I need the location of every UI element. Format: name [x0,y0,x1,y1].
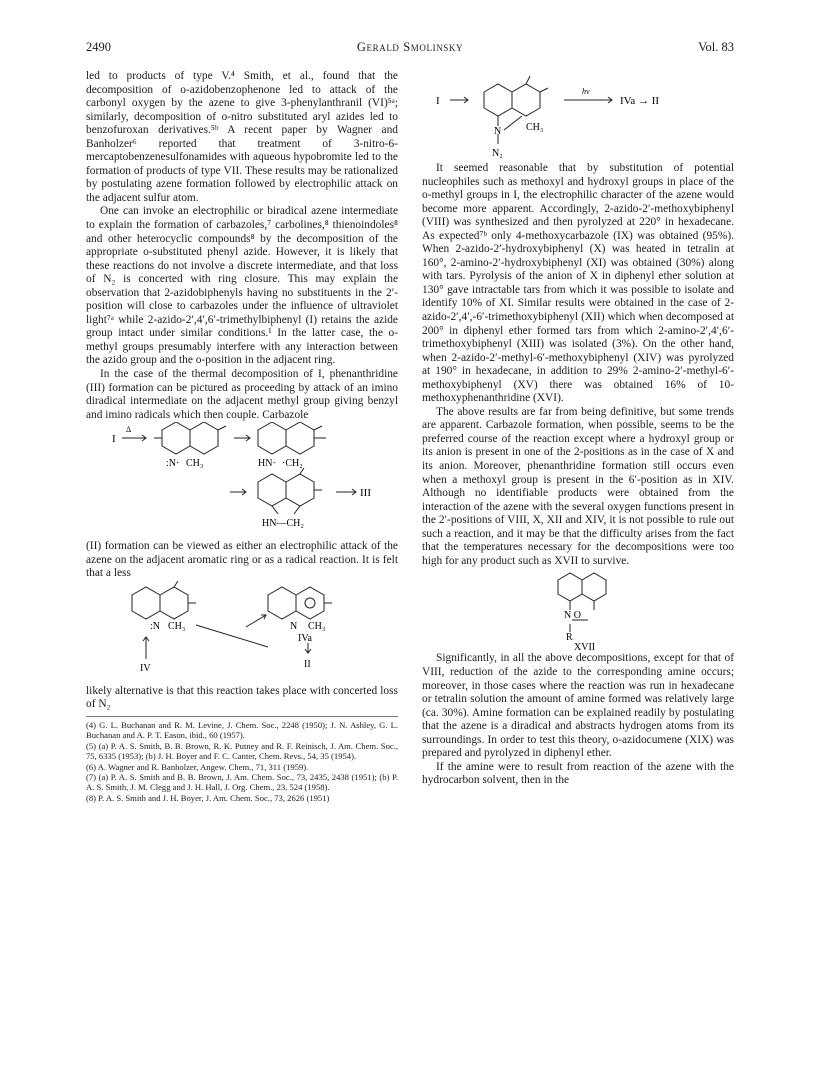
ring [258,422,286,454]
scheme-1-benzyl-label: ·CH₂ [282,458,303,470]
left-paragraph-4: (II) formation can be viewed as either an electrophilic attack of the azene on the adjacent aromatic ring or as a radical reaction. It is felt that a less [86,540,398,580]
right-paragraph-2: The above results are far from being definitive, but some trends are apparent. Carbazole formation, when possible, seems to be the preferred course of the reaction except where a hydroxyl group or its anion is present in one of the 2-positions as in the case of X and its anion. Moreover, phenanthridine formation still occurs even when a methoxyl group is present in the 6′-position as in XIV. Although no identifiable products were obtained from the interaction of the azene with the several oxygen functions present in the 2′-positions of VIII, X, XII and XIV, it is not possible to rule out such a reaction, and it may be that the difficulty arises from the fact that the temperatures necessary for the decompositions were too high for any product such as XVII to survive. [422,405,734,567]
scheme-1-heat-label: Δ [126,425,132,435]
scheme-2-figure [86,581,398,685]
scheme-4-figure [422,568,734,652]
left-paragraph-5: likely alternative is that this reaction takes place with concerted loss of N₂ [86,684,398,711]
scheme-3-n-label: N [494,126,502,137]
scheme-4-xvii-label: XVII [574,642,596,653]
left-paragraph-2: One can invoke an electrophilic or biradical azene intermediate to explain the formation of carbazoles,⁷ carbolines,⁸ thienoindoles⁸ and other heterocyclic compounds⁸ by the decomposition of the appropriate o-substituted phenyl azide. However, it is likely that these reactions do not involve a discrete intermediate, and that loss of N₂ is concerted with ring closure. This may explain the observation that 2-azidobiphenyls having no substituents in the 2′-position will close to carbazoles under the influence of ultraviolet light⁷ᵃ while 2-azido-2′,4′,6′-trimethylbiphenyl (I) retains the azide group intact under similar conditions.¹ In the latter case, the o-methyl groups presumably interfere with any interaction between the azido group and the o-position in the adjacent ring. [86,205,398,367]
scheme-1-drawing [86,422,398,540]
ring [258,474,286,506]
scheme-3-figure [422,70,734,162]
scheme-1-ring-label: HN—CH₂ [262,518,304,530]
scheme-2-ch3-label: CH₃ [308,620,326,632]
scheme-1-start-label: I [112,433,116,446]
scheme-3-product-label: IVa → II [620,95,660,107]
scheme-1-nitrene-label: :N· [166,458,180,470]
running-author: Gerald Smolinsky [356,40,464,54]
scheme-3-ch3-label: CH₃ [526,122,544,133]
scheme-2-drawing [86,581,398,685]
right-column [422,70,734,788]
ring [190,422,218,454]
right-paragraph-4: If the amine were to result from reaction of the azene with the hydrocarbon solvent, then in the [422,760,734,787]
scheme-3-start-label: I [436,95,440,107]
ring [162,422,190,454]
scheme-2-nitrene-label: :N [150,620,160,632]
footnote-7: (7) (a) P. A. S. Smith and B. B. Brown, J. Am. Chem. Soc., 73, 2435, 2438 (1951); (b) P. A. S. Smith, J. M. Clegg and J. H. Hall, J. Org. Chem., 23, 524 (1958). [86,771,398,793]
page-number: 2490 [86,40,111,54]
scheme-2-iv-label: IV [140,662,151,674]
scheme-3-hv-label: hν [582,87,590,96]
left-paragraph-1: led to products of type V.⁴ Smith, et al., found that the decomposition of o-azidobenzophenone led to attack of the carbonyl oxygen by the azene to give 3-phenylanthranil (VI)⁵ᵃ; similarly, decomposition of o-nitro substituted aryl azides led to benzofuroxan derivatives.⁵ᵇ A recent paper by Wagner and Banholzer⁶ reported that treatment of 3-nitro-6-mercaptobenzenesulfonamides with aqueous hypobromite led to the formation of products of type VII. These results may be rationalized by postulating azene formation followed by electrophilic attack on the adjacent sulfur atom. [86,70,398,204]
scheme-4-drawing [422,568,734,652]
footnote-8: (8) P. A. S. Smith and J. H. Boyer, J. Am. Chem. Soc., 73, 2626 (1951) [86,792,330,803]
footnote-4: (4) G. L. Buchanan and R. M. Levine, J. Chem. Soc., 2248 (1950); J. N. Ashley, G. L. Buchanan and A. P. T. Eason, ibid., 60 (1957). [86,719,398,741]
page-header [86,40,734,58]
ring [286,422,314,454]
footnote-rule [86,716,398,717]
ring [132,587,160,619]
scheme-1-imino-label: HN· [258,458,276,470]
ring [484,84,512,116]
scheme-2-methyl-label: CH₃ [168,620,186,632]
scheme-2-n-label: N [290,620,298,632]
scheme-2-iva-label: IVa [298,632,312,644]
scheme-4-no-label: N O [564,610,581,622]
ring [512,84,540,116]
volume-label: Vol. 83 [698,40,734,54]
footnote-5: (5) (a) P. A. S. Smith, B. B. Brown, R. K. Putney and R. F. Reinisch, J. Am. Chem. Soc., 75, 6335 (1953); (b) J. H. Boyer and F. C. Canter, Chem. Revs., 54, 35 (1954). [86,740,398,762]
footnote-6: (6) A. Wagner and R. Banholzer, Angew. Chem., 71, 311 (1959). [86,761,309,772]
right-paragraph-1: It seemed reasonable that by substitution of potential nucleophiles such as methoxyl and hydroxyl groups in place of the o-methyl groups in I, the electrophilic character of the azene would become more apparent. Accordingly, 2-azido-2′-methoxybiphenyl (VIII) was synthesized and then pyrolyzed at 220° in hexadecane. As expected⁷ᵇ only 4-methoxycarbazole (IX) was obtained (95%). When 2-azido-2′-hydroxybiphenyl (X) was heated in tetralin at 160°, 2-amino-2′-hydroxybiphenyl (XI) was obtained (30%) along with tars. Pyrolysis of the anion of X in diphenyl ether solution at 130° gave intractable tars from which it was possible to isolate and identify 10% of XI. Similar results were obtained in the case of 2-azido-2′,4′,-6′-trimethoxybiphenyl (XII) which when decomposed at 200° in diphenyl ether formed tars from which 2-amino-2′,4′,6′-trimethoxybiphenyl (XIII) was isolated (3%). On the other hand, when 2-azido-2′-methyl-6′-methoxybiphenyl (XIV) was pyrolyzed at 190° in hexadecane, in addition to 29% 2-amino-2′-methyl-6′-methoxybiphenyl (XV) there was obtained 16% of 10-methoxyphenanthridine (XVI). [422,162,734,405]
left-column [86,70,398,803]
left-paragraph-3: In the case of the thermal decomposition of I, phenanthridine (III) formation can be pictured as proceeding by attack of an imino diradical intermediate on the adjacent methyl group giving benzyl and imino radicals which then couple. Carbazole [86,368,398,421]
scheme-3-drawing [422,70,734,162]
scheme-3-n2-label: N₂ [492,148,503,159]
scheme-1-product-label: III [360,487,371,500]
scheme-2-ii-label: II [304,658,311,670]
ring [286,474,314,506]
ring [296,587,324,619]
scheme-4-r-label: R [566,632,573,644]
right-paragraph-3: Significantly, in all the above decompositions, except for that of VIII, reduction of the azide to the corresponding amine occurs; moreover, in those cases where the reaction was run in hexadecane or tetralin solution the amount of amine formed was relatively large (ca. 30%). Amine formation can be explained readily by postulating that the azene is a diradical and abstracts hydrogen atoms from its surroundings. In order to test this theory, o-azidocumene (XIX) was prepared and pyrolyzed in diphenyl ether. [422,652,734,760]
scheme-1-figure [86,422,398,540]
ring [268,587,296,619]
ring [160,587,188,619]
ring [558,573,582,601]
scheme-1-methyl-label: CH₃ [186,458,204,470]
ring [582,573,606,601]
